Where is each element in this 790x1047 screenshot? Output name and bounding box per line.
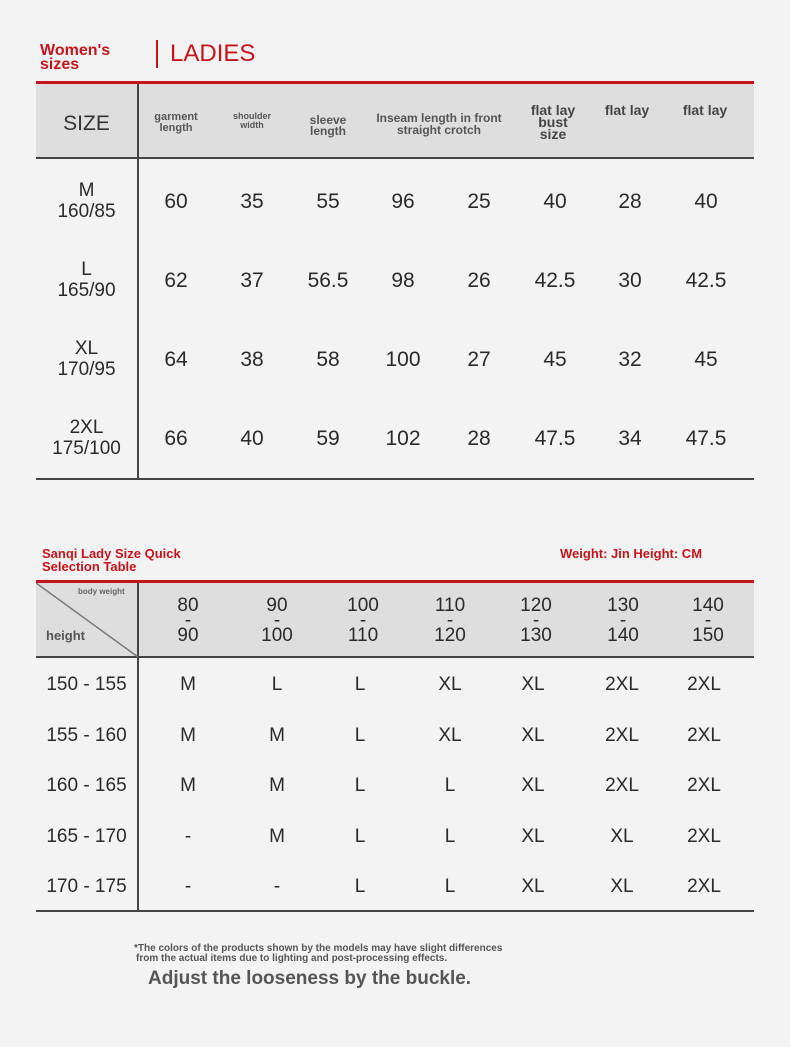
height-row-label: 165 - 170 [46, 826, 127, 847]
table-cell: - [184, 876, 192, 897]
table-cell: 47.5 [534, 427, 576, 450]
table-cell: XL [521, 674, 545, 695]
weight-col-header: 90 - 100 [261, 595, 293, 646]
table-cell: L [444, 775, 456, 796]
ladies-heading: LADIES [170, 40, 256, 67]
table-cell: L [444, 826, 456, 847]
table-cell: 2XL [605, 674, 639, 695]
size-m-label: M 160/85 [57, 180, 116, 222]
weight-col-header: 100 - 110 [347, 595, 379, 646]
footer-adjust-text: Adjust the looseness by the buckle. [148, 968, 472, 989]
height-row-label: 150 - 155 [46, 674, 127, 695]
table-cell: L [271, 674, 283, 695]
table-cell: M [180, 775, 196, 796]
table1-header-rule [36, 157, 754, 159]
col-garment-length-header: garment length [154, 111, 198, 134]
table-cell: 64 [164, 348, 188, 371]
col-flat-lay-header-1: flat lay [604, 102, 650, 118]
table-cell: XL [521, 826, 545, 847]
weight-col-header: 130 - 140 [607, 595, 639, 646]
table-cell: 30 [618, 269, 642, 292]
table-cell: 2XL [687, 826, 721, 847]
size-2xl-label: 2XL 175/100 [52, 417, 121, 459]
table-cell: 40 [543, 190, 567, 213]
table-cell: M [269, 826, 285, 847]
size-xl-label: XL 170/95 [57, 338, 116, 380]
table-cell: 56.5 [307, 269, 349, 292]
table1-size-divider [137, 84, 139, 479]
table-cell: 2XL [687, 725, 721, 746]
table-cell: - [273, 876, 281, 897]
womens-sizes-heading: Women's sizes [40, 42, 111, 73]
footer-note-line2: from the actual items due to lighting and post-processing effects. [136, 953, 448, 964]
table-cell: M [269, 725, 285, 746]
footer-note-line1: *The colors of the products shown by the models may have slight differences [134, 943, 503, 954]
table-cell: L [444, 876, 456, 897]
table-cell: 2XL [687, 876, 721, 897]
table-cell: L [354, 725, 366, 746]
height-row-label: 160 - 165 [46, 775, 127, 796]
table-cell: - [184, 826, 192, 847]
weight-col-header: 110 - 120 [434, 595, 466, 646]
table-cell: 62 [164, 269, 188, 292]
table-cell: L [354, 775, 366, 796]
table2-bottom-rule [36, 910, 754, 912]
col-size-header: SIZE [63, 112, 110, 135]
table-cell: 102 [385, 427, 421, 450]
col-sleeve-length-header: sleeve length [309, 113, 347, 138]
weight-col-header: 120 - 130 [520, 595, 552, 646]
table2-header-rule [36, 656, 754, 658]
table-cell: L [354, 826, 366, 847]
table-cell: XL [521, 876, 545, 897]
table-cell: 100 [385, 348, 421, 371]
table-cell: 2XL [687, 674, 721, 695]
table-cell: 45 [543, 348, 567, 371]
table-cell: 32 [618, 348, 642, 371]
table-cell: 34 [618, 427, 642, 450]
table-cell: 45 [694, 348, 718, 371]
table-cell: 98 [391, 269, 415, 292]
table1-bottom-rule [36, 478, 754, 480]
table-cell: 35 [240, 190, 264, 213]
table-cell: XL [521, 775, 545, 796]
table-cell: XL [438, 725, 462, 746]
table-cell: M [180, 725, 196, 746]
weight-col-header: 80 - 90 [177, 595, 199, 646]
table-cell: 55 [316, 190, 340, 213]
table-cell: 25 [467, 190, 491, 213]
table-cell: 2XL [605, 775, 639, 796]
corner-height-label: height [46, 628, 85, 643]
table-cell: 40 [694, 190, 718, 213]
table-cell: 26 [467, 269, 491, 292]
table-cell: 28 [618, 190, 642, 213]
quick-table-units: Weight: Jin Height: CM [560, 546, 703, 561]
table-cell: 38 [240, 348, 264, 371]
table-cell: 37 [240, 269, 264, 292]
col-flat-lay-header-2: flat lay [682, 102, 728, 118]
table-cell: 27 [467, 348, 491, 371]
table-cell: 59 [316, 427, 340, 450]
table-cell: 28 [467, 427, 491, 450]
table-cell: 58 [316, 348, 340, 371]
height-row-label: 155 - 160 [46, 725, 127, 746]
table-cell: 2XL [687, 775, 721, 796]
table-cell: XL [610, 826, 634, 847]
col-flat-lay-bust-header: flat lay bust size [530, 102, 576, 142]
table-cell: 60 [164, 190, 188, 213]
table-cell: 42.5 [685, 269, 727, 292]
table-cell: M [269, 775, 285, 796]
table-cell: 47.5 [685, 427, 727, 450]
table-cell: XL [610, 876, 634, 897]
table-cell: M [180, 674, 196, 695]
height-row-label: 170 - 175 [46, 876, 127, 897]
table-cell: L [354, 674, 366, 695]
weight-col-header: 140 - 150 [692, 595, 724, 646]
corner-body-weight-label: body weight [78, 587, 125, 596]
size-l-label: L 165/90 [57, 259, 116, 301]
table-cell: 2XL [605, 725, 639, 746]
col-shoulder-width-header: shoulder width [232, 111, 271, 130]
table-cell: XL [438, 674, 462, 695]
table-cell: 66 [164, 427, 188, 450]
header-separator [156, 40, 158, 68]
quick-table-title: Sanqi Lady Size Quick Selection Table [42, 546, 181, 574]
col-inseam-header: Inseam length in front straight crotch [376, 111, 502, 137]
table-cell: XL [521, 725, 545, 746]
table-cell: 42.5 [534, 269, 576, 292]
table-cell: 40 [240, 427, 264, 450]
table-cell: L [354, 876, 366, 897]
table-cell: 96 [391, 190, 415, 213]
